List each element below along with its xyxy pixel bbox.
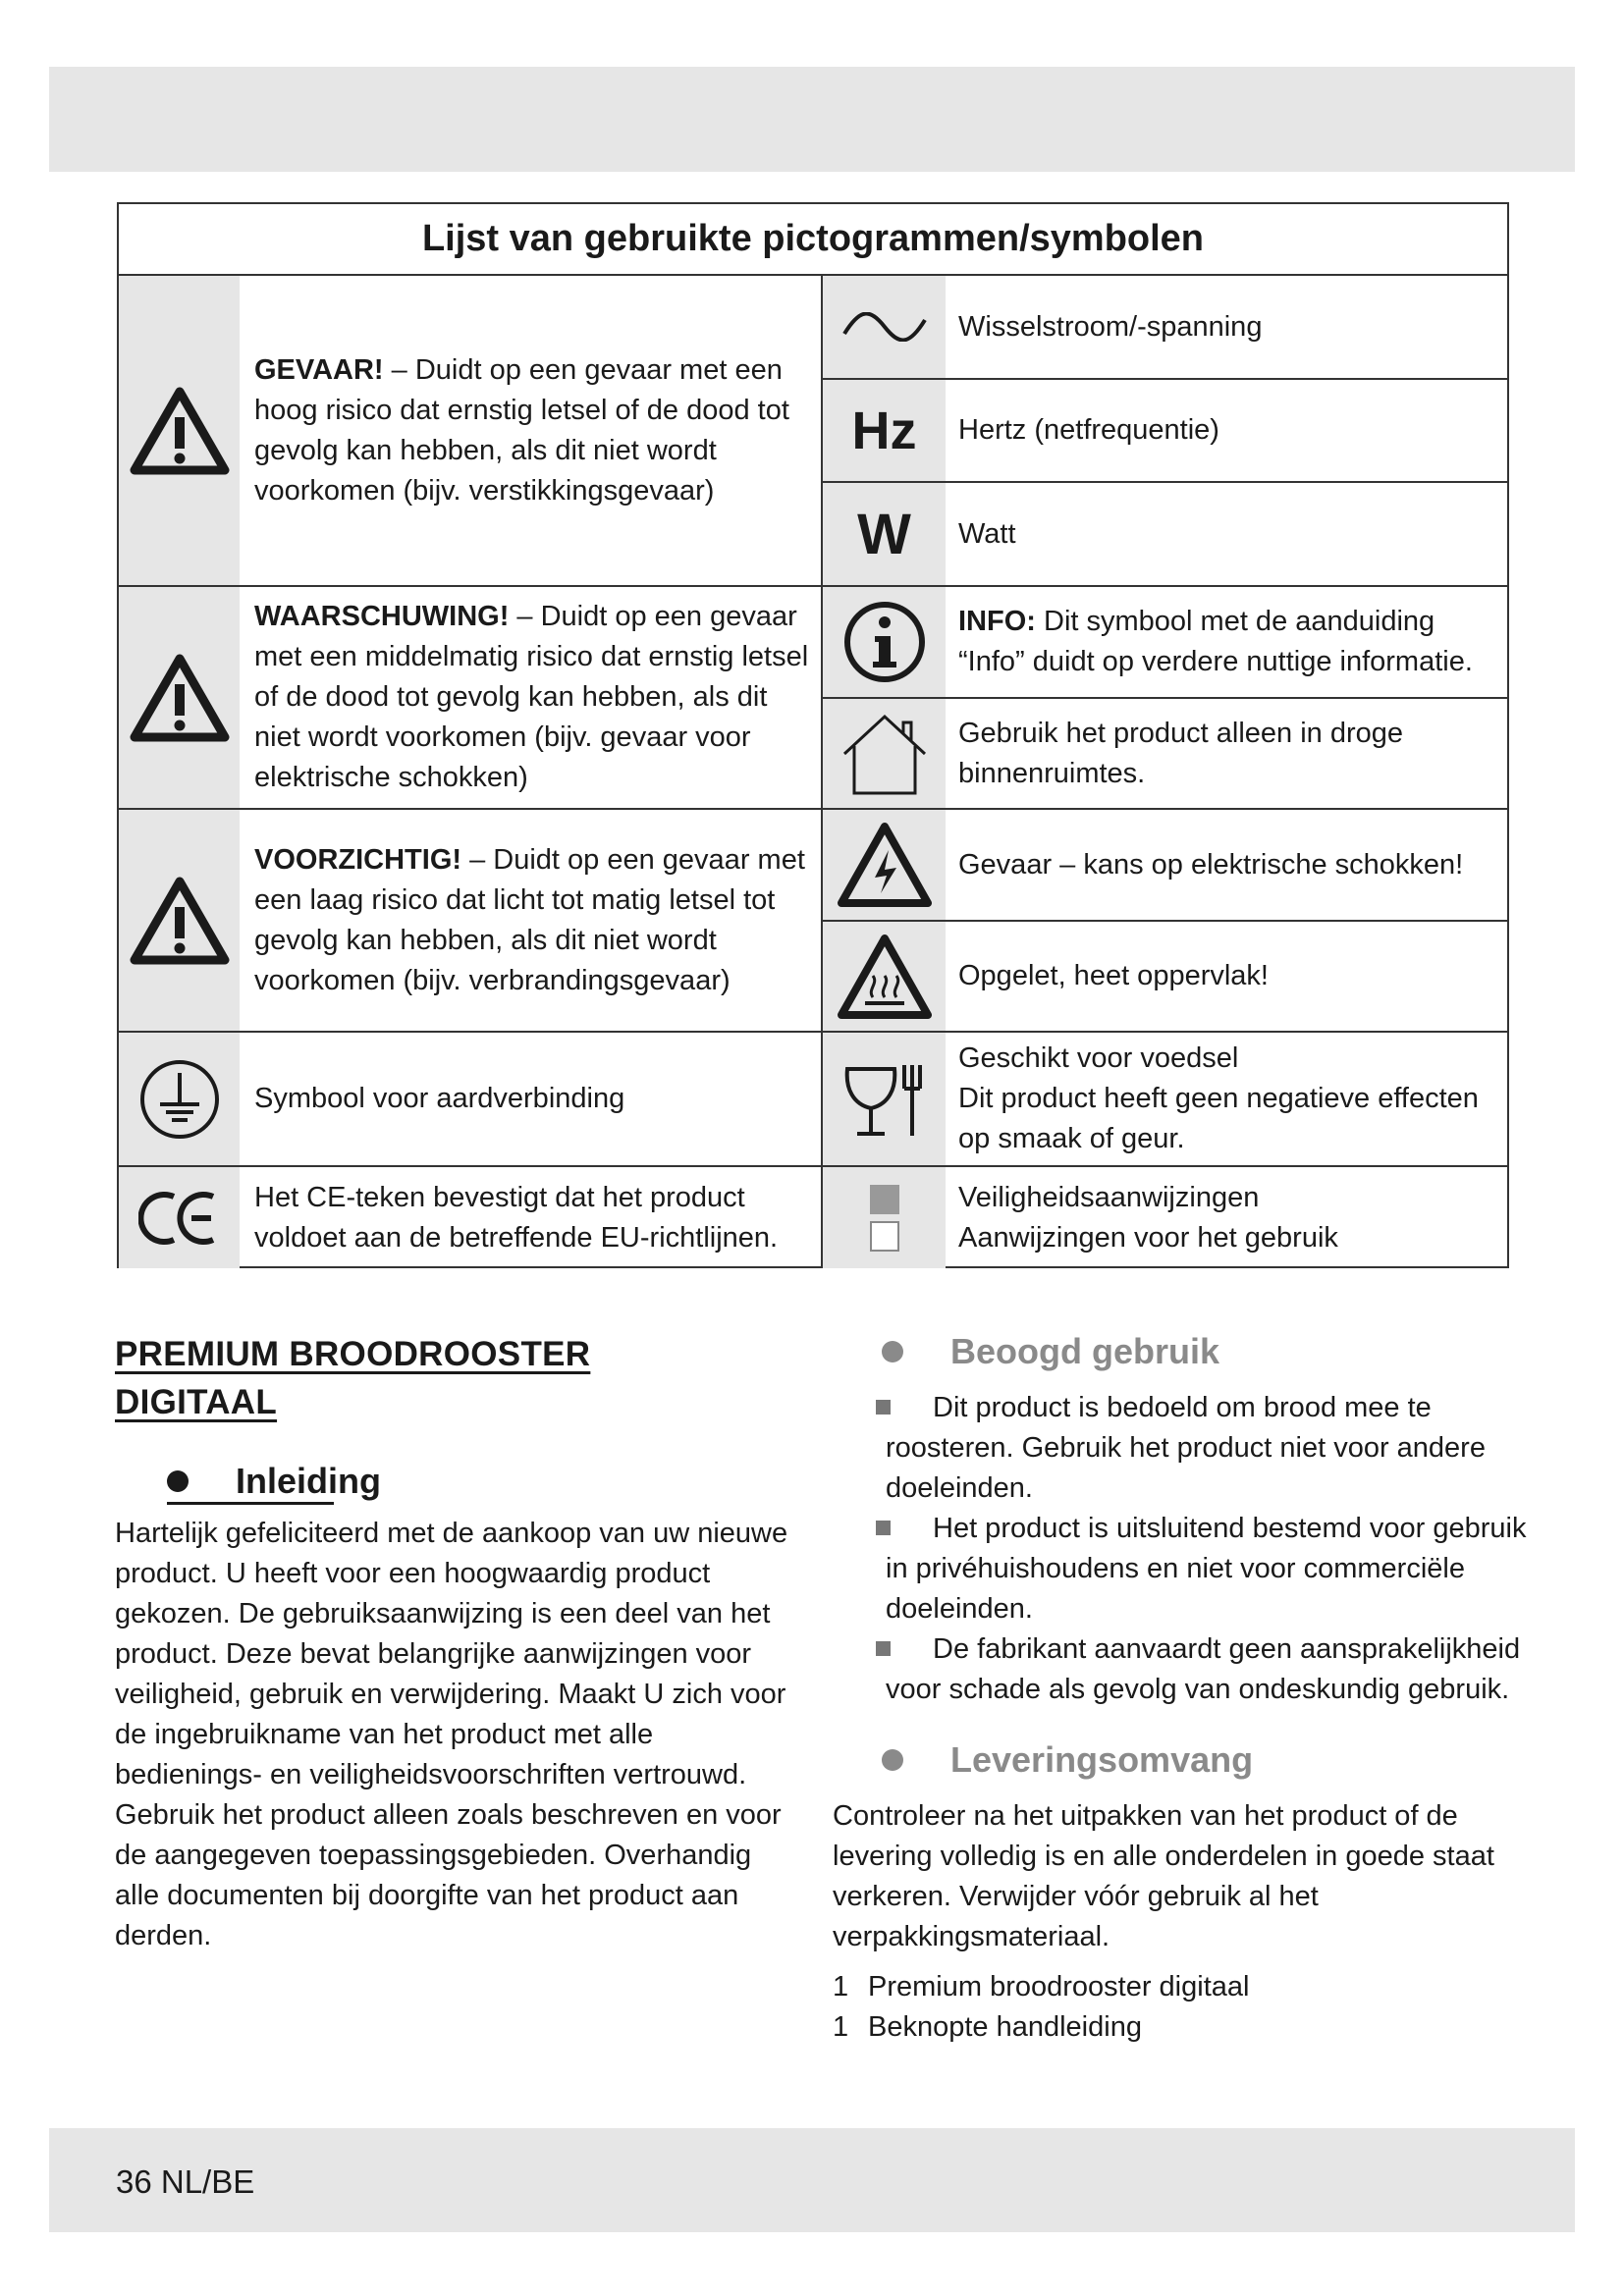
intro-heading-underline: [167, 1502, 334, 1505]
table-row-info: [821, 585, 1509, 697]
product-title-line-1: PREMIUM BROODROOSTER: [115, 1335, 591, 1373]
instructions-description: Veiligheidsaanwijzingen Aanwijzingen voor het gebruik: [958, 1181, 1338, 1254]
intro-paragraph: Hartelijk gefeliciteerd met de aankoop van uw nieuwe product. U heeft voor een hoogwaardig product gekozen. De gebruiksaanwijzing is een deel van het product. Deze bevat belangrijke aanwijzingen voor veiligheid, gebruik en verwijdering. Maakt U zich voor de ingebruikname van het product met alle bedienings- en veiligheidsvoorschriften vertrouwd. Gebruik het product alleen zoals beschreven en voor de aangegeven toepassingsgebieden. Overhandig alle documenten bij doorgifte van het product aan derden.: [115, 1518, 788, 1951]
keyword-danger: GEVAAR!: [254, 353, 384, 386]
watt-icon: W: [857, 502, 911, 566]
bullet-dot-icon: [882, 1341, 903, 1362]
square-bullet-icon: [876, 1400, 891, 1415]
caution-description: – Duidt op een gevaar met een laag risico dat licht tot matig letsel tot gevolg kan hebben, als dit niet wordt voorkomen (bijv. verbrandingsgevaar): [254, 843, 805, 996]
table-row-food: [821, 1031, 1509, 1165]
keyword-warning: WAARSCHUWING!: [254, 601, 510, 632]
hot-surface-warning-icon: [836, 933, 934, 1021]
table-row-watt: [821, 481, 1509, 585]
hertz-icon: Hz: [851, 400, 917, 460]
intended-use-list: [874, 1388, 1542, 1710]
food-description: Geschikt voor voedsel Dit product heeft geen negatieve effecten op smaak of geur.: [958, 1042, 1479, 1154]
square-bullet-icon: [876, 1641, 891, 1656]
page-number: 36 NL/BE: [116, 2163, 255, 2200]
keyword-caution: VOORZICHTIG!: [254, 843, 462, 876]
table-row-caution: [119, 808, 821, 1031]
warning-triangle-icon: [129, 653, 231, 743]
info-icon: [841, 599, 928, 685]
ce-description: Het CE-teken bevestigt dat het product voldoet aan de betreffende EU-richtlijnen.: [254, 1181, 779, 1254]
hot-surface-description: Opgelet, heet oppervlak!: [958, 960, 1269, 991]
list-item: 1 Premium broodrooster digitaal: [833, 1971, 1250, 2002]
instruction-squares-icon: [868, 1183, 901, 1254]
intro-heading: [167, 1461, 381, 1502]
pictogram-table: [117, 202, 1509, 1268]
indoor-description: Gebruik het product alleen in droge binnenruimtes.: [958, 717, 1404, 789]
food-safe-icon: [839, 1055, 930, 1144]
list-item: Het product is uitsluitend bestemd voor gebruik in privéhuishoudens en niet voor commerciële doeleinden.: [874, 1509, 1542, 1629]
product-title: [115, 1330, 590, 1426]
electric-shock-warning-icon: [836, 821, 934, 909]
product-title-line-2: DIGITAAL: [115, 1383, 278, 1421]
square-bullet-icon: [876, 1521, 891, 1535]
scope-paragraph: Controleer na het uitpakken van het product of de levering volledig is en alle onderdelen in goede staat verkeren. Verwijder vóór gebruik al het verpakkingsmateriaal.: [833, 1800, 1494, 1952]
header-band: [49, 67, 1575, 172]
ac-description: Wisselstroom/-spanning: [958, 310, 1263, 343]
ground-symbol-icon: [135, 1055, 224, 1144]
danger-description: – Duidt op een gevaar met een hoog risico dat ernstig letsel of de dood tot gevolg kan hebben, als dit niet wordt voorkomen (bijv. verstikkingsgevaar): [254, 353, 789, 507]
warning-triangle-icon: [129, 876, 231, 966]
watt-description: Watt: [958, 517, 1016, 550]
intended-use-heading: [882, 1331, 1219, 1372]
warning-triangle-icon: [129, 386, 231, 476]
ground-description: Symbool voor aardverbinding: [254, 1083, 625, 1114]
hertz-description: Hertz (netfrequentie): [958, 414, 1219, 446]
list-item: 1 Beknopte handleiding: [833, 2011, 1142, 2043]
table-row-hertz: [821, 378, 1509, 481]
table-row-indoor: [821, 697, 1509, 808]
shock-description: Gevaar – kans op elektrische schokken!: [958, 848, 1464, 881]
alternating-current-icon: [840, 312, 929, 342]
table-row-hot-surface: [821, 920, 1509, 1031]
table-row-shock: [821, 808, 1509, 920]
ce-mark-icon: [138, 1189, 221, 1248]
scope-list: [833, 1967, 1249, 2048]
keyword-info: INFO:: [958, 606, 1036, 637]
list-item: Dit product is bedoeld om brood mee te roosteren. Gebruik het product niet voor andere doeleinden.: [874, 1388, 1542, 1509]
bullet-dot-icon: [167, 1470, 189, 1492]
footer-band: [49, 2128, 1575, 2232]
table-row-ac: [821, 276, 1509, 378]
intro-heading-text: Inleiding: [236, 1461, 381, 1501]
table-row-ground: [119, 1031, 821, 1165]
warning-description: – Duidt op een gevaar met een middelmatig risico dat ernstig letsel of de dood tot gevolg kan hebben, als dit niet wordt voorkomen (bijv. gevaar voor elektrische schokken): [254, 601, 809, 793]
bullet-dot-icon: [882, 1749, 903, 1771]
list-item: De fabrikant aanvaardt geen aansprakelijkheid voor schade als gevolg van ondeskundig gebruik.: [874, 1629, 1542, 1710]
table-row-danger: [119, 276, 821, 585]
table-row-warning: [119, 585, 821, 808]
scope-heading: [882, 1739, 1253, 1781]
info-description: Dit symbool met de aanduiding “Info” duidt op verdere nuttige informatie.: [958, 606, 1473, 677]
table-title: Lijst van gebruikte pictogrammen/symbolen: [119, 204, 1507, 276]
scope-heading-text: Leveringsomvang: [950, 1739, 1254, 1780]
table-row-instructions: [821, 1165, 1509, 1268]
indoor-house-icon: [839, 711, 931, 797]
intended-use-heading-text: Beoogd gebruik: [950, 1331, 1220, 1371]
table-row-ce: [119, 1165, 821, 1268]
